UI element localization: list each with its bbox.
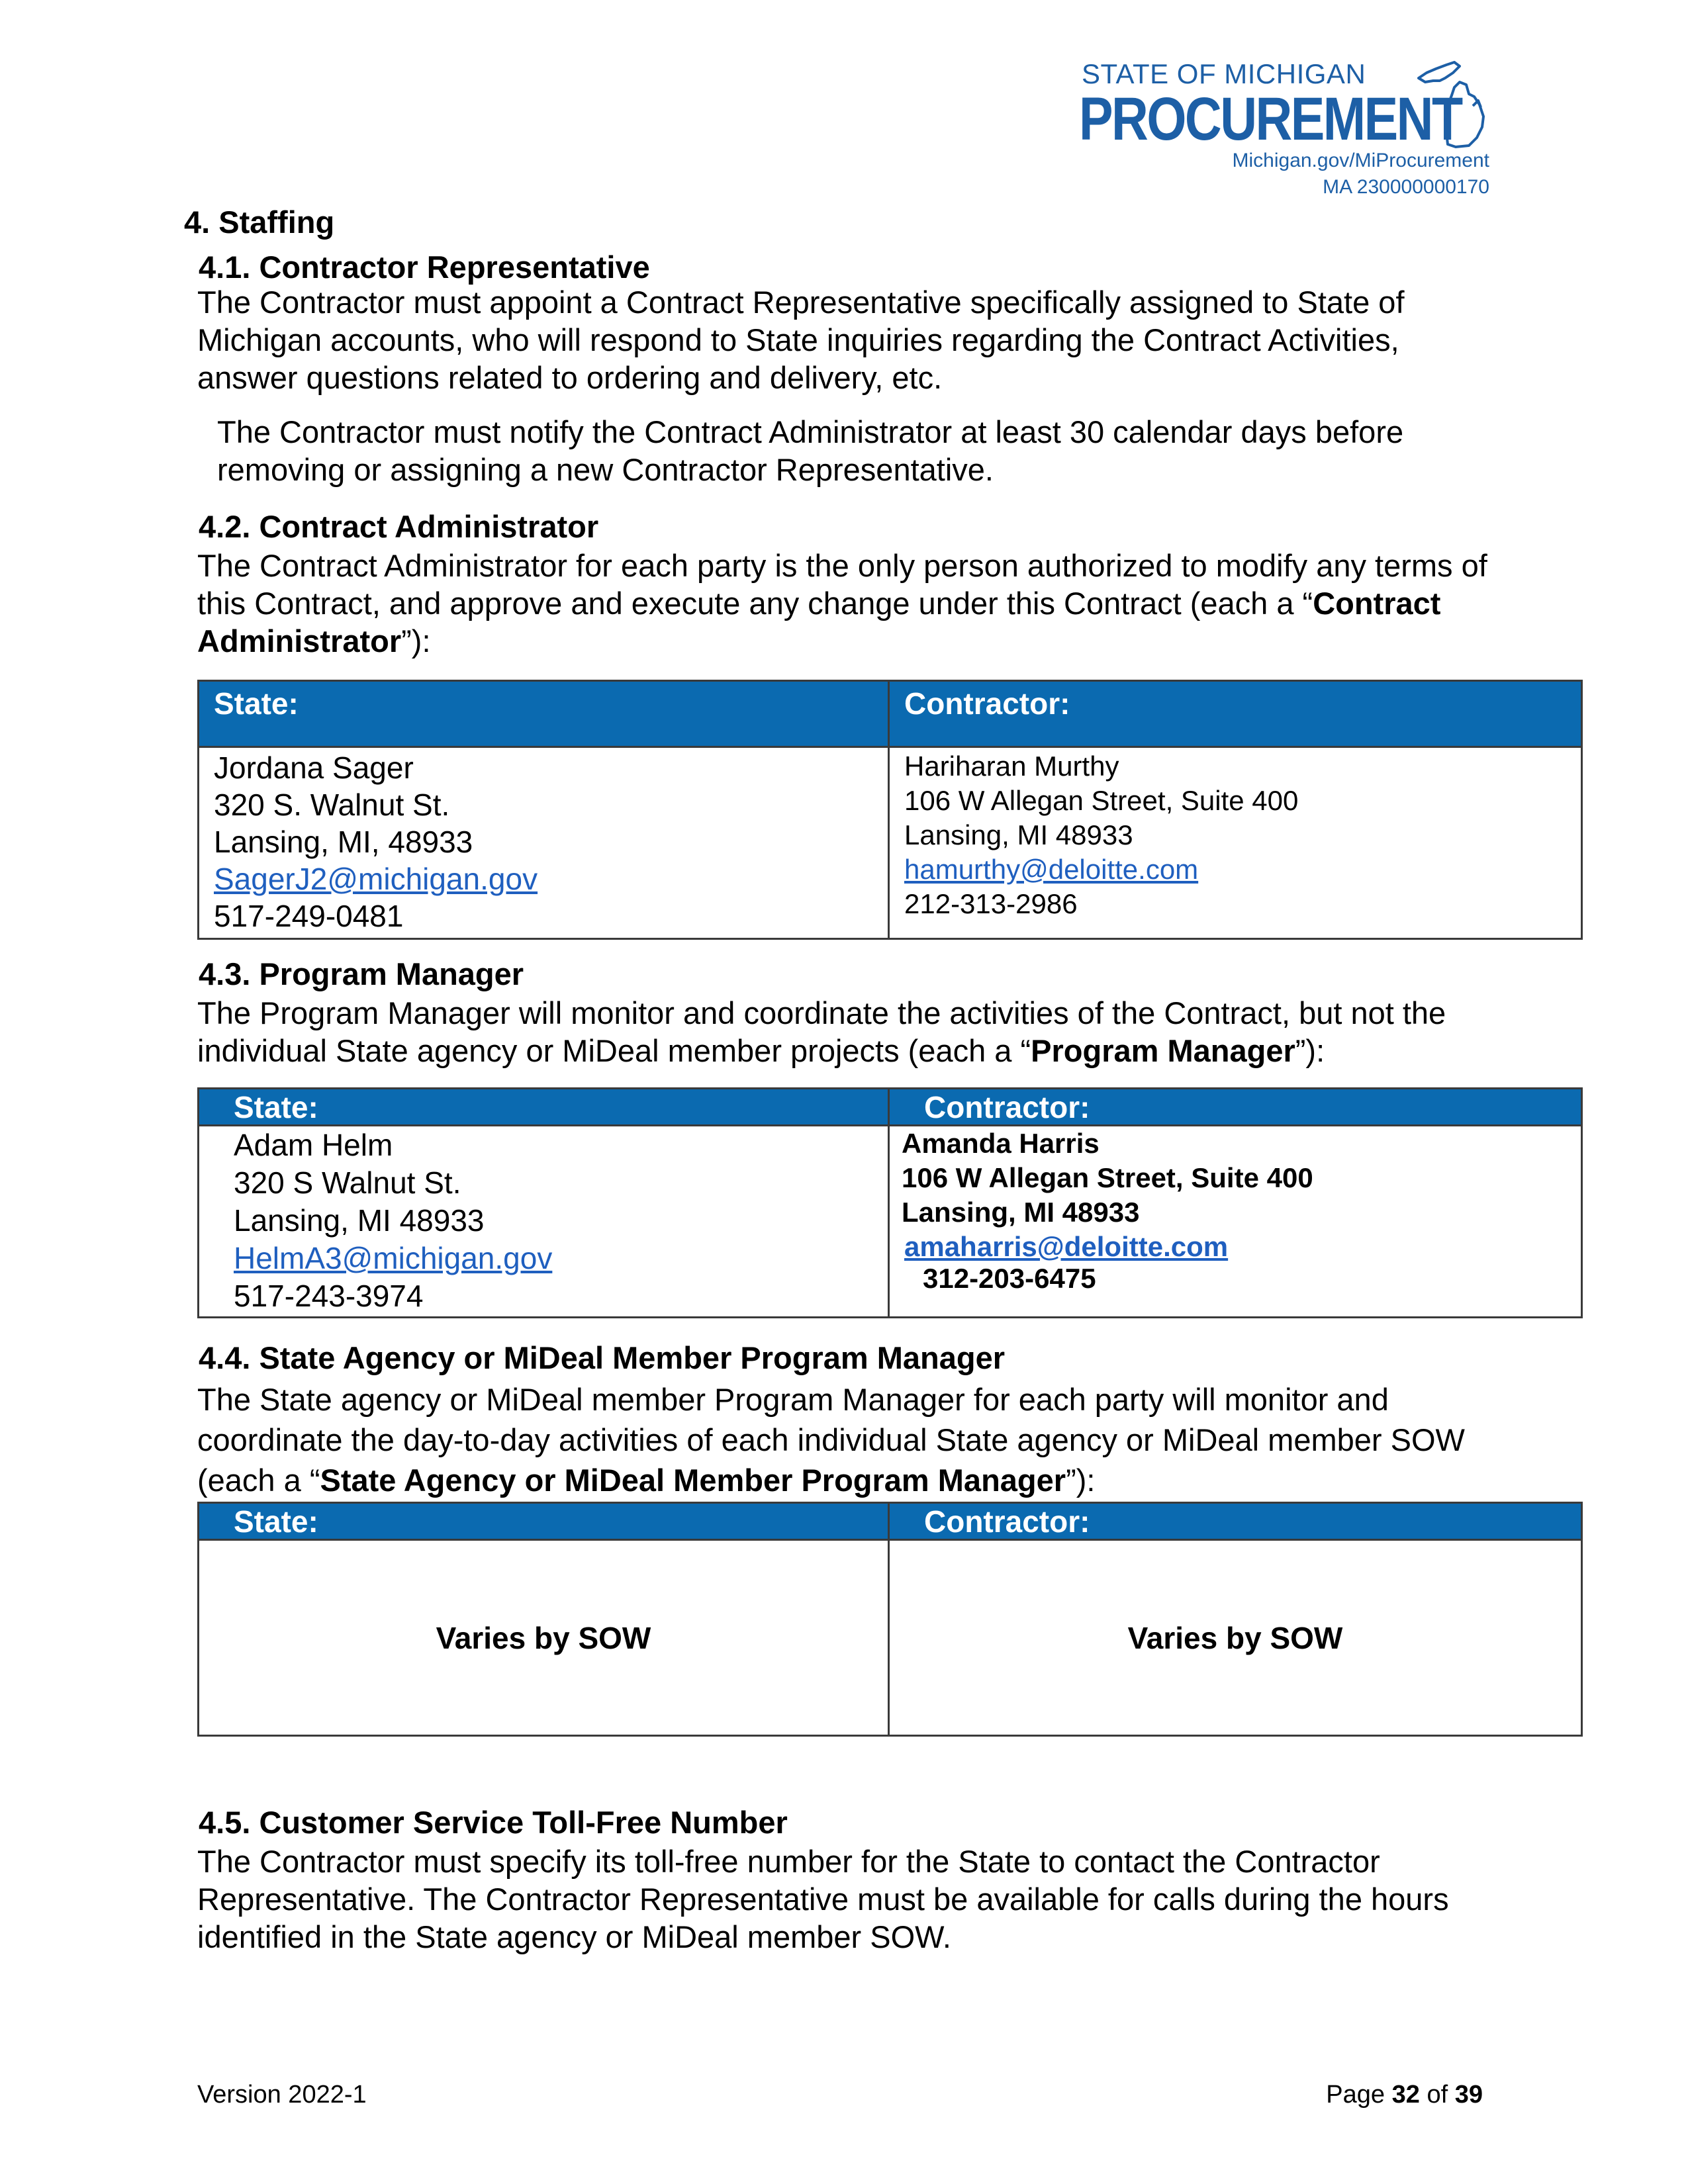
contractor-contact-street: 106 W Allegan Street, Suite 400 bbox=[904, 785, 1299, 816]
contractor-pm-street: 106 W Allegan Street, Suite 400 bbox=[902, 1162, 1313, 1193]
contractor-contact-cell bbox=[889, 747, 1582, 939]
logo-url: Michigan.gov/MiProcurement bbox=[1232, 150, 1489, 171]
state-varies-cell bbox=[199, 1540, 889, 1736]
table-header-contractor: Contractor: bbox=[889, 1089, 1582, 1126]
michigan-map-icon bbox=[1413, 58, 1489, 151]
section-heading-staffing: 4. Staffing bbox=[184, 205, 335, 240]
state-pm-phone: 517-243-3974 bbox=[234, 1279, 424, 1313]
heading-contractor-representative: 4.1. Contractor Representative bbox=[199, 250, 650, 285]
table-header-state: State: bbox=[199, 681, 889, 747]
table-header-contractor: Contractor: bbox=[889, 681, 1582, 747]
contractor-pm-name: Amanda Harris bbox=[902, 1128, 1100, 1159]
state-contact-city: Lansing, MI, 48933 bbox=[214, 825, 473, 859]
logo-procurement-word: PROCUREMENT bbox=[1079, 85, 1462, 153]
state-agency-program-manager-table bbox=[197, 1502, 1583, 1737]
program-manager-table bbox=[197, 1087, 1583, 1318]
table-header-state: State: bbox=[199, 1089, 889, 1126]
contract-administrator-table bbox=[197, 680, 1583, 940]
state-pm-city: Lansing, MI 48933 bbox=[234, 1203, 485, 1238]
state-contact-name: Jordana Sager bbox=[214, 751, 414, 785]
state-contact-cell bbox=[199, 747, 889, 939]
state-varies-text: Varies by SOW bbox=[436, 1620, 651, 1655]
contractor-contact-name: Hariharan Murthy bbox=[904, 751, 1119, 782]
state-contact-phone: 517-249-0481 bbox=[214, 899, 404, 933]
contract-number: MA 230000000170 bbox=[1323, 176, 1489, 198]
table-header-contractor: Contractor: bbox=[889, 1503, 1582, 1540]
contractor-pm-email-link[interactable]: amaharris@deloitte.com bbox=[904, 1231, 1229, 1262]
contractor-contact-city: Lansing, MI 48933 bbox=[904, 819, 1133, 850]
state-program-manager-cell bbox=[199, 1126, 889, 1318]
state-pm-name: Adam Helm bbox=[234, 1128, 393, 1162]
contractor-contact-phone: 212-313-2986 bbox=[904, 888, 1078, 919]
contractor-pm-city: Lansing, MI 48933 bbox=[902, 1197, 1140, 1228]
state-pm-street: 320 S Walnut St. bbox=[234, 1165, 461, 1200]
state-contact-email-link[interactable]: SagerJ2@michigan.gov bbox=[214, 862, 538, 896]
table-header-state: State: bbox=[199, 1503, 889, 1540]
contractor-program-manager-cell bbox=[889, 1126, 1582, 1318]
paragraph-customer-service-number: The Contractor must specify its toll-free number for the State to contact the Contractor Representative. The Contractor Representative must be available for calls during the hours identified in the State agency or MiDeal member SOW. bbox=[197, 1844, 1449, 1954]
paragraph-state-agency-program-manager: The State agency or MiDeal member Program Manager for each party will monitor and coordinate the day-to-day activities of each individual State agency or MiDeal member SOW (each a “State Agency or MiDeal Member Program Manager”): bbox=[197, 1382, 1465, 1498]
paragraph-program-manager: The Program Manager will monitor and coordinate the activities of the Contract, but not the individual State agency or MiDeal member projects (each a “Program Manager”): bbox=[197, 995, 1446, 1068]
heading-program-manager: 4.3. Program Manager bbox=[199, 956, 524, 991]
paragraph-contractor-rep-1: The Contractor must appoint a Contract Representative specifically assigned to State of Michigan accounts, who will respond to State inquiries regarding the Contract Activities, answer questions related to ordering and delivery, etc. bbox=[197, 285, 1405, 395]
contractor-varies-cell bbox=[889, 1540, 1582, 1736]
contractor-varies-text: Varies by SOW bbox=[1127, 1620, 1343, 1655]
logo-state-line: STATE OF MICHIGAN bbox=[1082, 58, 1366, 89]
procurement-logo bbox=[1079, 58, 1489, 204]
paragraph-contractor-rep-2: The Contractor must notify the Contract Administrator at least 30 calendar days before removing or assigning a new Contractor Representative. bbox=[217, 414, 1404, 487]
paragraph-contract-administrator: The Contract Administrator for each party is the only person authorized to modify any terms of this Contract, and approve and execute any change under this Contract (each a “Contract Administrator”): bbox=[197, 548, 1487, 659]
footer-version: Version 2022-1 bbox=[197, 2081, 367, 2109]
footer-page-number: Page 32 of 39 bbox=[1326, 2081, 1483, 2109]
heading-contract-administrator: 4.2. Contract Administrator bbox=[199, 509, 599, 544]
heading-customer-service-number: 4.5. Customer Service Toll-Free Number bbox=[199, 1805, 788, 1840]
state-pm-email-link[interactable]: HelmA3@michigan.gov bbox=[234, 1241, 553, 1275]
contractor-contact-email-link[interactable]: hamurthy@deloitte.com bbox=[904, 854, 1199, 885]
state-contact-street: 320 S. Walnut St. bbox=[214, 788, 450, 822]
heading-state-agency-program-manager: 4.4. State Agency or MiDeal Member Program Manager bbox=[199, 1340, 1006, 1375]
contractor-pm-phone: 312-203-6475 bbox=[923, 1263, 1096, 1294]
